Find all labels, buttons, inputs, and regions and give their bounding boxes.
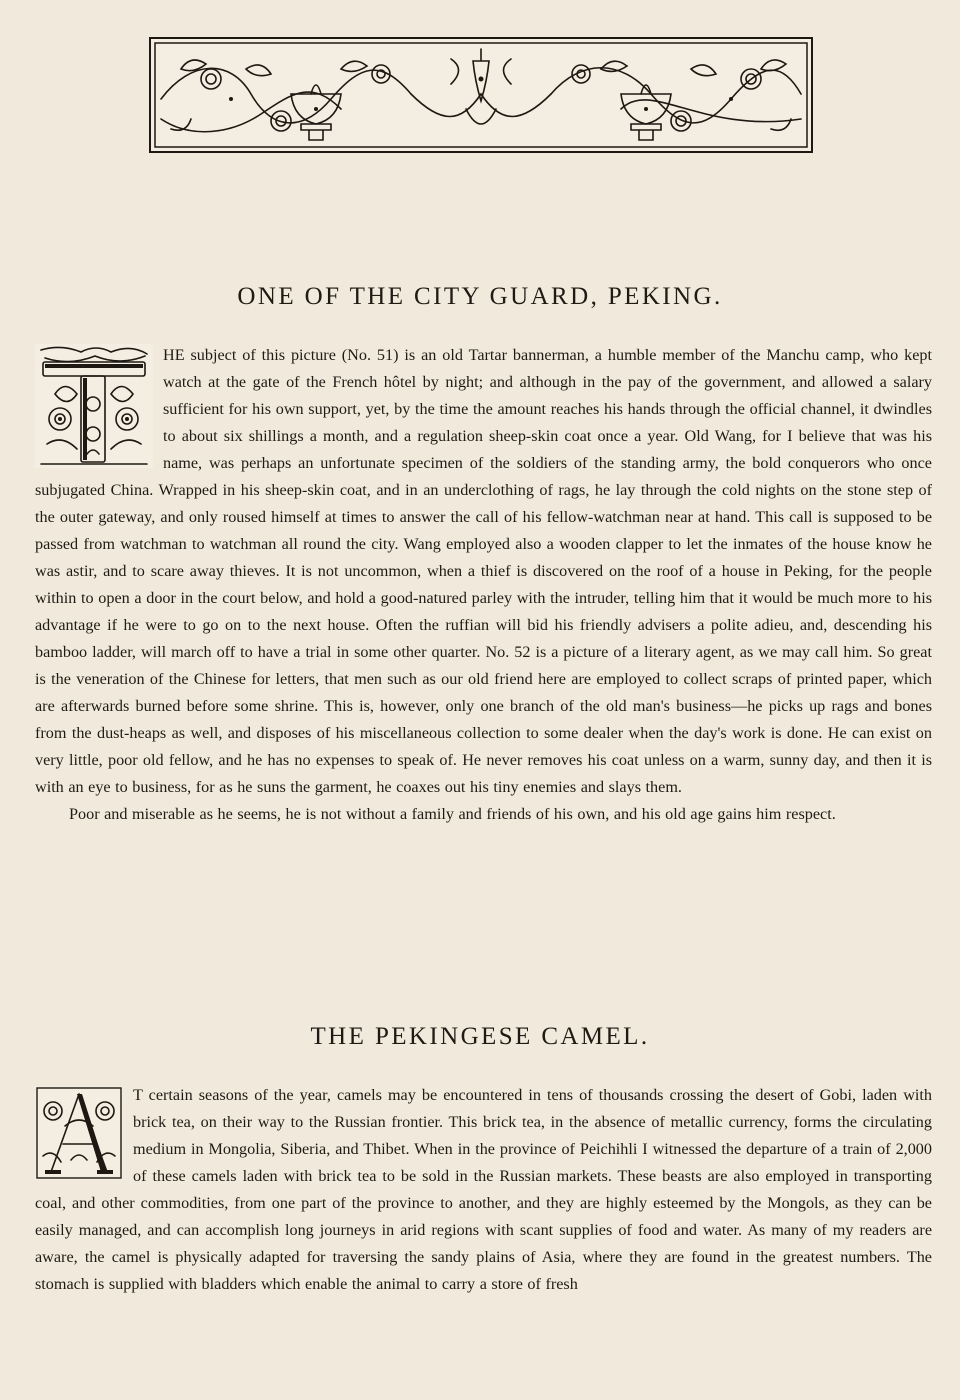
header-ornament-graphic bbox=[151, 39, 811, 151]
ornamental-initial-A-icon bbox=[35, 1086, 123, 1180]
dropcap-A-graphic bbox=[35, 1086, 123, 1180]
paragraph: Poor and miserable as he seems, he is not without a family and friends of his own, and his old age gains him respect. bbox=[69, 805, 836, 823]
paragraph: T certain seasons of the year, camels may be encountered in tens of thousands crossing the desert of Gobi, laden with brick tea, on their way to the Russian frontier. This brick tea, in the absence of metallic currency, forms the circulating medium in Mongolia, Siberia, and Thibet. When in the province of Peichihli I witnessed the departure of a train of 2,000 of these camels laden with brick tea to be sold in the Russian markets. These beasts are also employed in transporting coal, and other commodities, from one part of the province to another, and they are highly esteemed by the Mongols, as they can be easily managed, and can accomplish long journeys in arid regions with scant supplies of food and water. As many of my readers are aware, the camel is physically adapted for traversing the sandy plains of Asia, where they are found in the greatest numbers. The stomach is supplied with bladders which enable the animal to carry a store of fresh bbox=[35, 1086, 932, 1293]
floral-urn-ornament-icon bbox=[149, 37, 813, 153]
section-body-city-guard bbox=[35, 342, 932, 828]
section-title-pekingese-camel: THE PEKINGESE CAMEL. bbox=[310, 1023, 650, 1050]
dropcap-T-graphic bbox=[35, 344, 153, 468]
paragraph: HE subject of this picture (No. 51) is an old Tartar bannerman, a humble member of the Manchu camp, who kept watch at the gate of the French hôtel by night; and although in the pay of the government, and allowed a salary sufficient for his own support, yet, by the time the amount reaches his hands through the official channel, it dwindles to about six shillings a month, and a regulation sheep-skin coat once a year. Old Wang, for I believe that was his name, was perhaps an unfortunate specimen of the soldiers of the standing army, the bold conquerors who once subjugated China. Wrapped in his sheep-skin coat, and in an underclothing of rags, he lay through the cold nights on the stone step of the outer gateway, and only roused himself at times to answer the call of his fellow-watchman near at hand. This call is supposed to be passed from watchman to watchman all round the city. Wang employed also a wooden clapper to let the inmates of the house know he was astir, and to scare away thieves. It is not uncommon, when a thief is discovered on the roof of a house in Peking, for the people within to open a door in the court below, and hold a good-natured parley with the intruder, telling him that it would be much more to his advantage if he were to go on to the next house. Often the ruffian will bid his friendly advisers a polite adieu, and, descending his bamboo ladder, will march off to have a trial in some other quarter. No. 52 is a picture of a literary agent, as we may call him. So great is the veneration of the Chinese for letters, that men such as our old friend here are employed to collect scraps of printed paper, which are afterwards burned before some shrine. This is, however, only one branch of the old man's business—he picks up rags and bones from the dust-heaps as well, and disposes of his miscellaneous collection to some dealer when the day's work is done. He can exist on very little, poor old fellow, and he has no expenses to speak of. He never removes his coat unless on a warm, sunny day, and then it is with an eye to business, for as he suns the garment, he coaxes out his tiny enemies and slays them. bbox=[35, 346, 932, 796]
section-body-pekingese-camel bbox=[35, 1082, 932, 1298]
ornamental-initial-T-icon bbox=[35, 344, 153, 468]
section-title-city-guard: ONE OF THE CITY GUARD, PEKING. bbox=[237, 283, 723, 310]
